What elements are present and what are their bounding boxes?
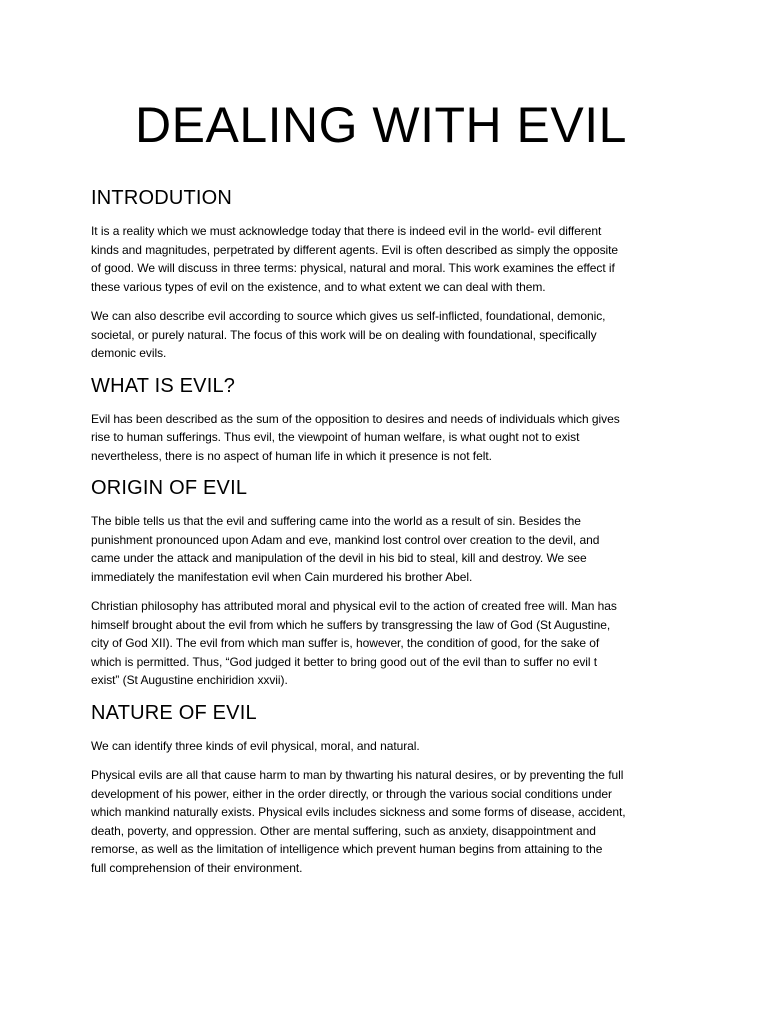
document-body <box>91 186 681 888</box>
section-nature-of-evil <box>91 701 681 878</box>
paragraph: The bible tells us that the evil and suffering came into the world as a result of sin. Besides the punishment pronounced upon Adam and eve, mankind lost control over creation to the devil, and came under the attack and manipulation of the devil in his bid to steal, kill and destroy. We see immediately the manifestation evil when Cain murdered his brother Abel. <box>91 514 600 584</box>
document-title: DEALING WITH EVIL <box>135 97 627 153</box>
section-introduction <box>91 186 681 363</box>
paragraph: Physical evils are all that cause harm to man by thwarting his natural desires, or by preventing the full development of his power, either in the order directly, or through the various social conditions under which mankind naturally exists. Physical evils includes sickness and some forms of disease, accident, death, poverty, and oppression. Other are mental suffering, such as anxiety, disappointment and remorse, as well as the limitation of intelligence which prevent human begins from attaining to the full comprehension of their environment. <box>91 768 626 875</box>
section-heading: INTRODUTION <box>91 187 233 209</box>
paragraph: It is a reality which we must acknowledge today that there is indeed evil in the world- evil different kinds and magnitudes, perpetrated by different agents. Evil is often described as simply the opposite of good. We will discuss in three terms: physical, natural and moral. This work examines the effect if these various types of evil on the existence, and to what extent we can deal with them. <box>91 224 619 294</box>
section-heading: WHAT IS EVIL? <box>91 374 236 397</box>
section-heading: NATURE OF EVIL <box>91 701 257 724</box>
paragraph: Evil has been described as the sum of the opposition to desires and needs of individuals which gives rise to human sufferings. Thus evil, the viewpoint of human welfare, is what ought not to exist nevertheless, there is no aspect of human life in which it presence is not felt. <box>91 411 620 463</box>
section-origin-of-evil <box>91 476 681 690</box>
section-what-is-evil <box>91 374 681 466</box>
paragraph: Christian philosophy has attributed moral and physical evil to the action of created free will. Man has himself brought about the evil from which he suffers by transgressing the law of God (St Augustine, city of God XII). The evil from which man suffer is, however, the condition of good, for the sake of which is permitted. Thus, “God judged it better to bring good out of the evil than to suffer no evil t exist” (St Augustine enchiridion xxvii). <box>91 599 617 687</box>
paragraph: We can also describe evil according to source which gives us self-inflicted, foundational, demonic, societal, or purely natural. The focus of this work will be on dealing with foundational, specifically demonic evils. <box>91 309 606 360</box>
section-heading: ORIGIN OF EVIL <box>91 477 248 499</box>
paragraph: We can identify three kinds of evil physical, moral, and natural. <box>91 738 420 753</box>
